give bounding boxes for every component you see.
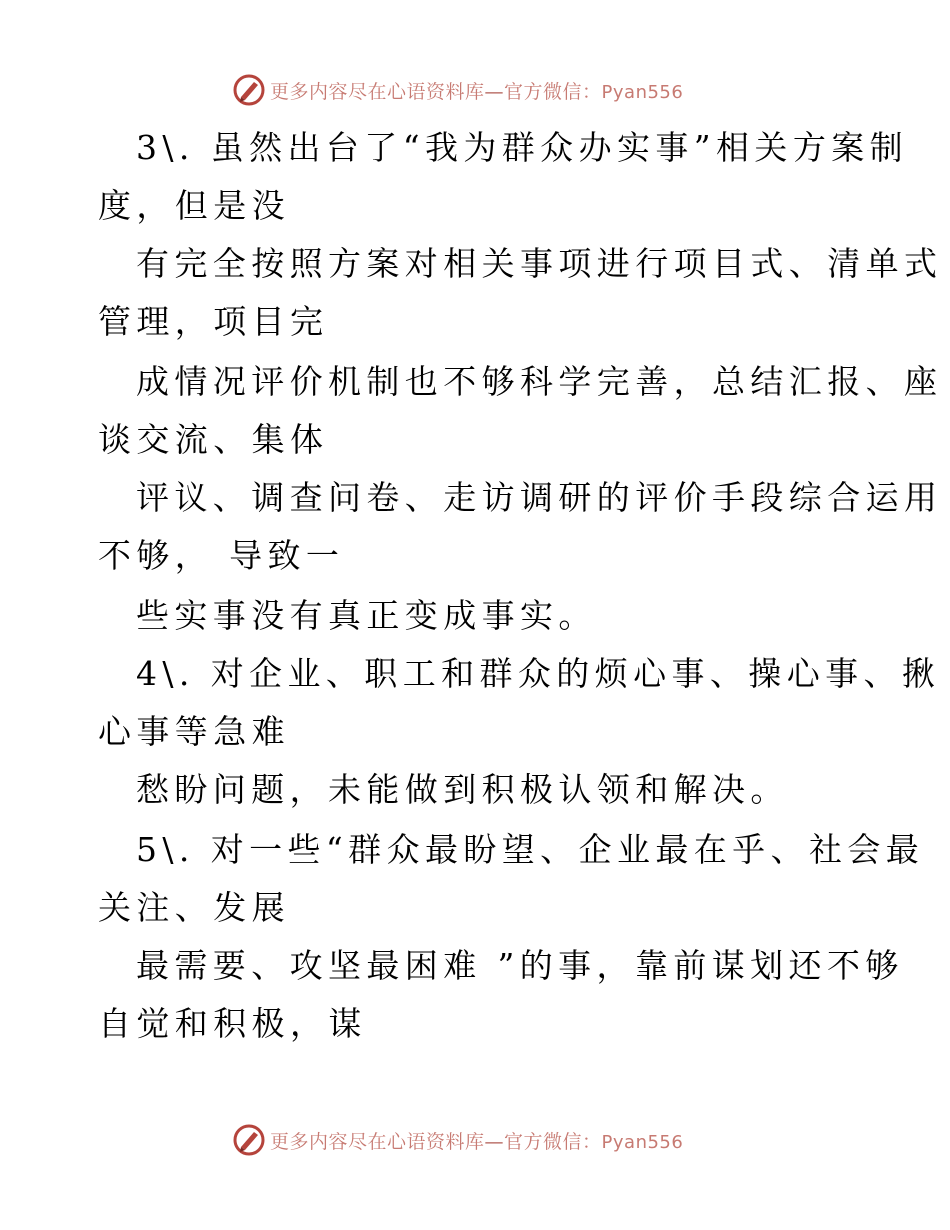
header-watermark (232, 72, 712, 108)
text-line: 不够， 导致一 (98, 536, 345, 575)
text-line: 关注、发展 (98, 888, 290, 927)
text-line: 愁盼问题，未能做到积极认领和解决。 (136, 770, 789, 809)
text-line: 心事等急难 (98, 712, 290, 751)
watermark-text (270, 1127, 683, 1154)
watermark-dash: — (484, 1130, 505, 1153)
watermark-wechat-label: 官方微信： (504, 80, 602, 103)
text-line: 4\. 对企业、职工和群众的烦心事、操心事、揪 (136, 654, 941, 693)
watermark-wechat-id: Pyan556 (601, 1131, 684, 1153)
watermark-site-text: 更多内容尽在心语资料库 (270, 80, 485, 103)
watermark-site-text: 更多内容尽在心语资料库 (270, 1130, 485, 1153)
text-line: 些实事没有真正变成事实。 (136, 596, 597, 635)
text-line: 最需要、攻坚最困难 ”的事，靠前谋划还不够 (136, 946, 904, 985)
text-line: 度，但是没 (98, 186, 290, 225)
pen-badge-icon (232, 1123, 266, 1157)
watermark-wechat-label: 官方微信： (504, 1130, 602, 1153)
watermark-dash: — (484, 80, 505, 103)
text-line: 管理，项目完 (98, 302, 329, 341)
footer-watermark (232, 1122, 712, 1158)
text-line: 成情况评价机制也不够科学完善，总结汇报、座 (136, 362, 943, 401)
text-line: 有完全按照方案对相关事项进行项目式、清单式 (136, 244, 943, 283)
text-line: 自觉和积极，谋 (98, 1004, 367, 1043)
pen-badge-icon (232, 73, 266, 107)
text-line: 3\. 虽然出台了“我为群众办实事”相关方案制 (136, 128, 909, 167)
watermark-wechat-id: Pyan556 (601, 81, 684, 103)
text-line: 5\. 对一些“群众最盼望、企业最在乎、社会最 (136, 830, 925, 869)
watermark-text (270, 77, 683, 104)
text-line: 谈交流、集体 (98, 420, 329, 459)
text-line: 评议、调查问卷、走访调研的评价手段综合运用 (136, 478, 943, 517)
